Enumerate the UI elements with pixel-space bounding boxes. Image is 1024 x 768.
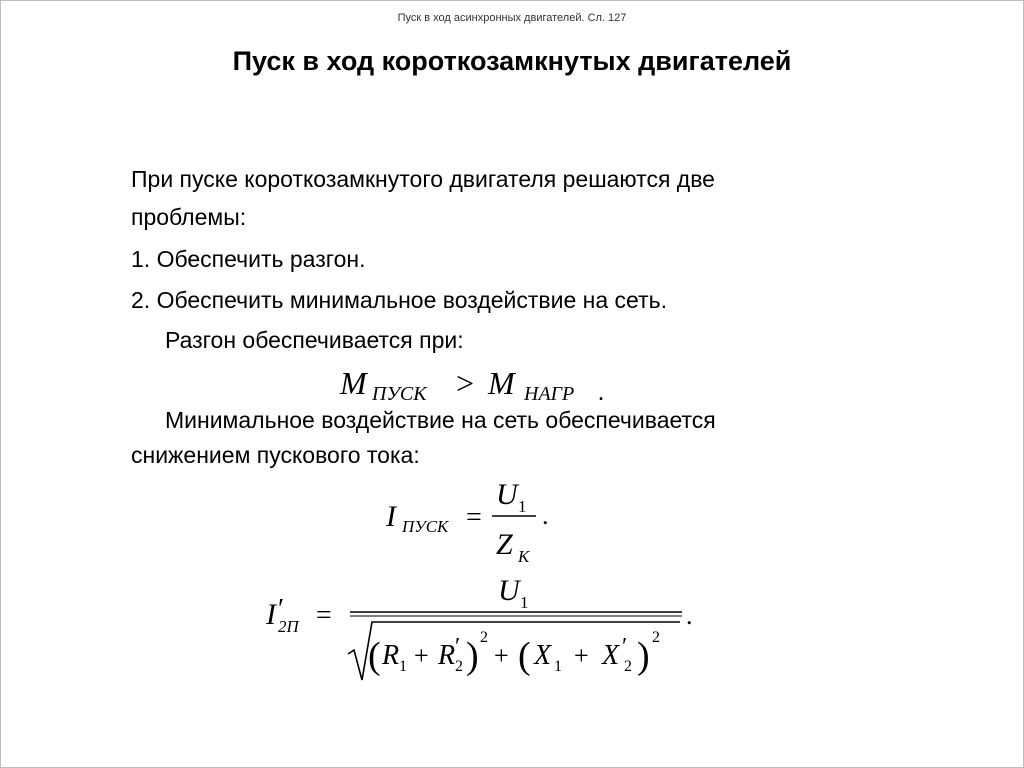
formula-close-paren: ) [466, 635, 479, 677]
formula-symbol: R [438, 640, 456, 671]
formula-open-paren: ( [368, 635, 381, 677]
formula-plus: + [574, 641, 589, 670]
formula-operator: = [466, 502, 482, 533]
formula-numerator-symbol: U [496, 478, 518, 511]
slide-header-caption: Пуск в ход асинхронных двигателей. Сл. 127 [397, 12, 627, 24]
formula-operator: = [316, 600, 332, 631]
formula-period: . [686, 601, 693, 630]
min-impact-line-2: снижением пускового тока: [131, 442, 420, 468]
formula-denominator-subscript: K [518, 547, 530, 566]
formula-subscript: 2 [624, 658, 632, 675]
intro-line-1: При пуске короткозамкнутого двигателя решаются две [131, 166, 715, 192]
formula-prime: ′ [622, 634, 628, 660]
formula-symbol: M [488, 365, 515, 401]
formula-plus: + [414, 641, 429, 670]
min-impact-line-1: Минимальное воздействие на сеть обеспечивается [165, 407, 716, 433]
formula-numerator-subscript: 1 [518, 497, 527, 516]
formula-close-paren: ) [637, 635, 650, 677]
formula-exponent: 2 [652, 629, 660, 646]
intro-line-2: проблемы: [131, 204, 247, 230]
formula-symbol: R [382, 640, 400, 671]
list-item-2: 2. Обеспечить минимальное воздействие на сеть. [131, 287, 667, 313]
formula-subscript: 2П [278, 617, 299, 636]
formula-period: . [542, 501, 549, 530]
formula-subscript: 1 [399, 658, 407, 675]
formula-open-paren: ( [518, 635, 531, 677]
slide-title: Пуск в ход короткозамкнутых двигателей [232, 46, 792, 76]
formula-symbol: X [602, 640, 620, 671]
formula-starting-current [380, 474, 590, 570]
formula-period: . [598, 380, 604, 406]
formula-prime: ′ [455, 634, 461, 660]
formula-numerator-symbol: U [498, 574, 520, 607]
formula-torque-condition [330, 358, 630, 408]
formula-subscript: НАГР [524, 383, 575, 405]
formula-exponent: 2 [480, 629, 488, 646]
formula-prime: ′ [278, 594, 285, 625]
list-item-1: 1. Обеспечить разгон. [131, 246, 366, 272]
formula-subscript: ПУСК [402, 517, 449, 536]
formula-subscript: ПУСК [372, 383, 427, 405]
formula-subscript: 1 [554, 658, 562, 675]
formula-symbol: X [534, 640, 552, 671]
formula-operator: > [456, 365, 475, 401]
formula-rotor-current [262, 574, 702, 688]
formula-denominator-symbol: Z [496, 528, 513, 561]
formula-symbol: I [386, 500, 396, 533]
formula-subscript: 2 [455, 658, 463, 675]
formula-plus: + [494, 641, 509, 670]
formula-symbol: M [340, 365, 367, 401]
formula-numerator-subscript: 1 [520, 593, 529, 612]
formula-symbol: I [266, 598, 276, 631]
acceleration-condition: Разгон обеспечивается при: [165, 327, 464, 353]
